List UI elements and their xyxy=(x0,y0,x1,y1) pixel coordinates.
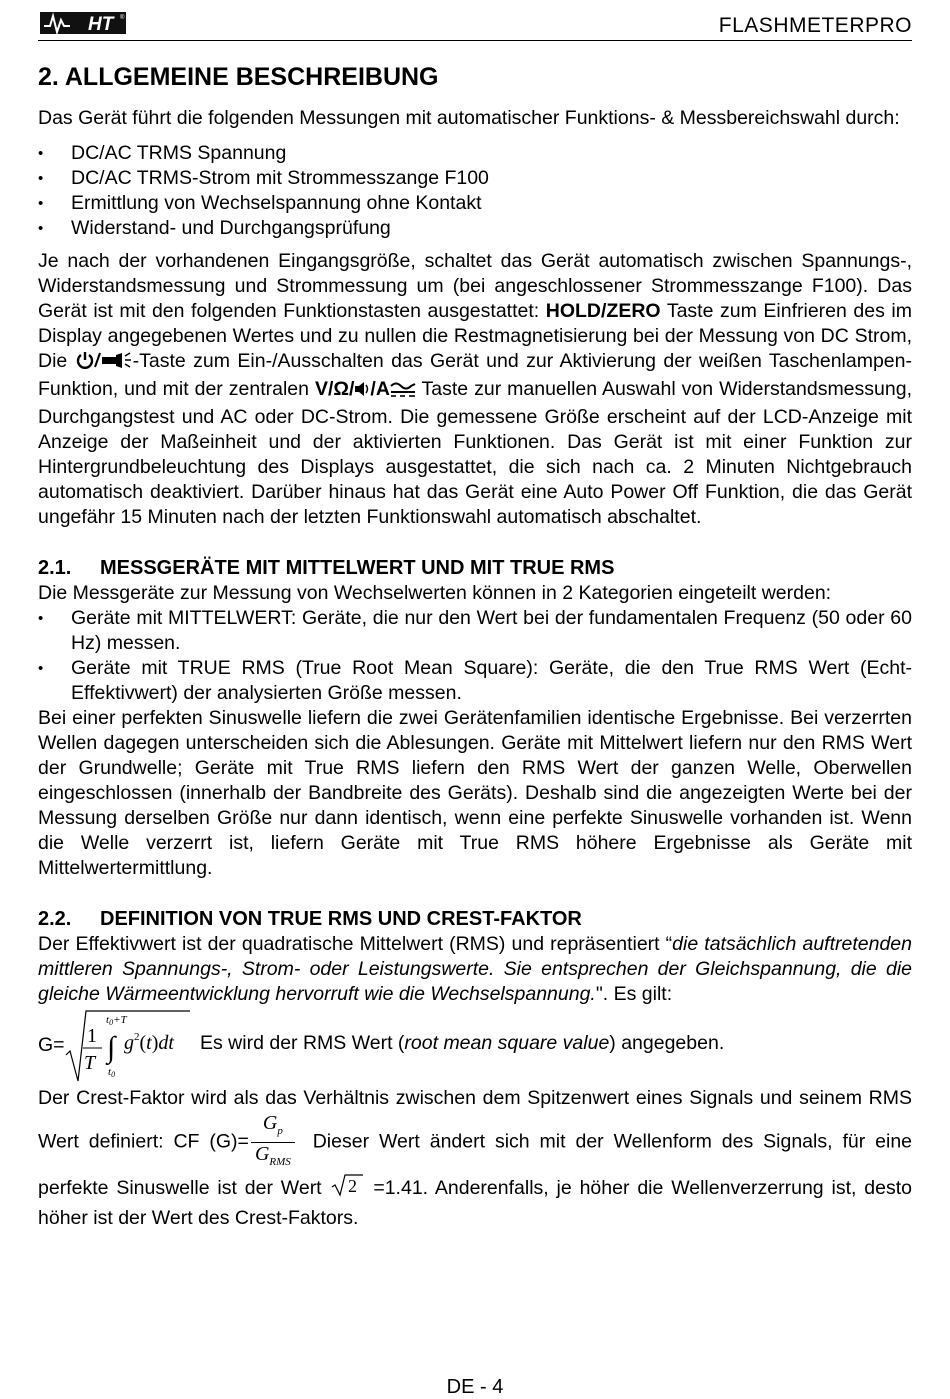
page-content xyxy=(38,62,912,1232)
body-text: =1.41. Anderenfalls, je höher die Wellenverzerrung ist, desto höher ist der Wert des Crest-Faktors. xyxy=(38,1177,912,1229)
list-item: • Widerstand- und Durchgangsprüfung xyxy=(38,216,912,241)
formula-one: 1 xyxy=(87,1025,97,1047)
sqrt-two xyxy=(329,1173,365,1205)
section-2-1-heading xyxy=(38,556,912,581)
measurement-list xyxy=(38,141,912,241)
document-title: FLASHMETERPRO xyxy=(718,14,912,37)
body-text: Dieser Wert ändert sich mit der Wellenform des Signals, für eine perfekte Sinuswelle ist der Wert xyxy=(38,1130,913,1199)
section-title: DEFINITION VON TRUE RMS UND CREST-FAKTOR xyxy=(100,908,582,930)
section-2-heading: 2. ALLGEMEINE BESCHREIBUNG xyxy=(38,63,439,91)
svg-text:®: ® xyxy=(120,15,125,21)
section-2-body xyxy=(38,249,912,530)
section-title: MESSGERÄTE MIT MITTELWERT UND MIT TRUE RMS xyxy=(100,557,615,579)
page-number: DE - 4 xyxy=(446,1376,504,1398)
svg-text:2: 2 xyxy=(348,1176,358,1196)
crest-factor-fraction: $\frac{G_p}{G_{RMS}}$ xyxy=(251,1112,295,1173)
ac-dc-icon xyxy=(390,380,416,405)
body-text: ) angegeben. xyxy=(609,1032,725,1054)
rms-formula-row xyxy=(38,1009,912,1085)
header-divider xyxy=(38,40,912,41)
section-number: 2.1. xyxy=(38,557,72,579)
power-torch-key-icon xyxy=(75,350,133,377)
mode-key-label-ampere: /A xyxy=(370,378,390,400)
formula-prefix: G= xyxy=(38,1034,65,1056)
list-item: • DC/AC TRMS-Strom mit Strommesszange F100 xyxy=(38,166,912,191)
section-2-1-intro: Die Messgeräte zur Messung von Wechselwerten können in 2 Kategorien eingeteilt werden: xyxy=(38,582,832,604)
continuity-buzzer-icon xyxy=(354,380,370,405)
rms-formula xyxy=(38,1009,198,1085)
section-2-1-body: Bei einer perfekten Sinuswelle liefern die zwei Gerätenfamilien identische Ergebnisse. Bei verzerrten Wellen dagegen unterscheiden sich die Ablesungen. Geräte mit Mittelwert liefern nur den RMS Wert der Grundwelle; Geräte mit True RMS liefern den RMS Wert der ganzen Welle, Oberwellen eingeschlossen (innerhalb der Bandbreite des Geräts). Deshalb sind die angezeigten Werte bei der Messung derselben Größe nur dann identisch, wenn eine perfekte Sinuswelle vorhanden ist. Wenn die Welle verzerrt ist, liefern Geräte mit True RMS höhere Ergebnisse als Geräte mit Mittelwertermittlung. xyxy=(38,707,912,879)
section-number: 2.2. xyxy=(38,908,72,930)
device-category-list xyxy=(38,606,912,706)
definition-quote: die tatsächlich auftretenden mittleren Spannungs-, Strom- oder Leistungswerte. Sie entsprechen der Gleichspannung, die die gleiche Wärmeentwicklung hervorruft wie die Wechselspannung. xyxy=(38,933,912,1005)
section-2-2-body xyxy=(38,932,912,1007)
rms-term: root mean square value xyxy=(404,1032,610,1054)
body-text: Der Effektivwert ist der quadratische Mittelwert (RMS) und repräsentiert xyxy=(38,933,666,955)
body-text: Der Crest-Faktor wird als das Verhältnis zwischen dem Spitzenwert eines Signals und seinem RMS Wert definiert: CF (G)= xyxy=(38,1087,912,1153)
formula-integrand: $g^2(t)dt$ xyxy=(124,1031,174,1054)
body-text: -Taste zum Ein-/Ausschalten das Gerät und zur Aktivierung der weißen Taschenlampen-Funktion, und mit der zentralen xyxy=(38,350,912,400)
formula-period: T xyxy=(84,1052,96,1074)
section-2-2-heading xyxy=(38,907,912,932)
body-text: ". Es gilt: xyxy=(595,983,673,1005)
list-item: • Geräte mit TRUE RMS (True Root Mean Square): Geräte, die den True RMS Wert (Echt-Effektivwert) der analysierten Größe messen. xyxy=(38,656,912,706)
formula-lower-limit: t0 xyxy=(108,1066,116,1079)
mode-key-label: V/Ω/ xyxy=(314,378,355,400)
integral-sign: ∫ xyxy=(107,1031,116,1064)
hold-zero-key: HOLD/ZERO xyxy=(545,300,661,322)
list-item: • DC/AC TRMS Spannung xyxy=(38,141,912,166)
section-2-intro: Das Gerät führt die folgenden Messungen mit automatischer Funktions- & Messbereichswahl durch: xyxy=(38,107,900,129)
body-text: Taste zur manuellen Auswahl von Widerstandsmessung, Durchgangstest und AC oder DC-Strom. Die gemessene Größe erscheint auf der LCD-Anzeige mit Anzeige der Maßeinheit und der aktivierten Funktionen. Das Gerät ist mit einer Funktion zur Hintergrundbeleuchtung des Displays ausgestattet, die sich nach ca. 2 Minuten Nichtgebrauch automatisch deaktiviert. Darüber hinaus hat das Gerät eine Auto Power Off Funktion, die das Gerät ungefähr 15 Minuten nach der letzten Funktionswahl automatisch abschaltet. xyxy=(38,378,912,528)
crest-factor-text xyxy=(38,1085,912,1232)
formula-description xyxy=(200,1031,724,1056)
ht-logo xyxy=(40,10,130,36)
list-item: • Geräte mit MITTELWERT: Geräte, die nur den Wert bei der fundamentalen Frequenz (50 oder 60 Hz) messen. xyxy=(38,606,912,656)
open-quote: “ xyxy=(665,933,673,955)
body-text: Taste zum Einfrieren des im Display angegebenen Wertes und zu nullen die Restmagnetisierung bei der Messung von DC Strom, Die xyxy=(38,300,913,372)
list-item: • Ermittlung von Wechselspannung ohne Kontakt xyxy=(38,191,912,216)
body-text: Es wird der RMS Wert ( xyxy=(200,1032,405,1054)
formula-upper-limit: t0+T xyxy=(106,1014,127,1027)
body-text: Je nach der vorhandenen Eingangsgröße, schaltet das Gerät automatisch zwischen Spannungs-, Widerstandsmessung und Strommessung um (bei angeschlossener Strommesszange F100). Das Gerät ist mit den folgenden Funktionstasten ausgestattet: xyxy=(38,250,912,322)
logo-text: HT xyxy=(88,14,114,35)
